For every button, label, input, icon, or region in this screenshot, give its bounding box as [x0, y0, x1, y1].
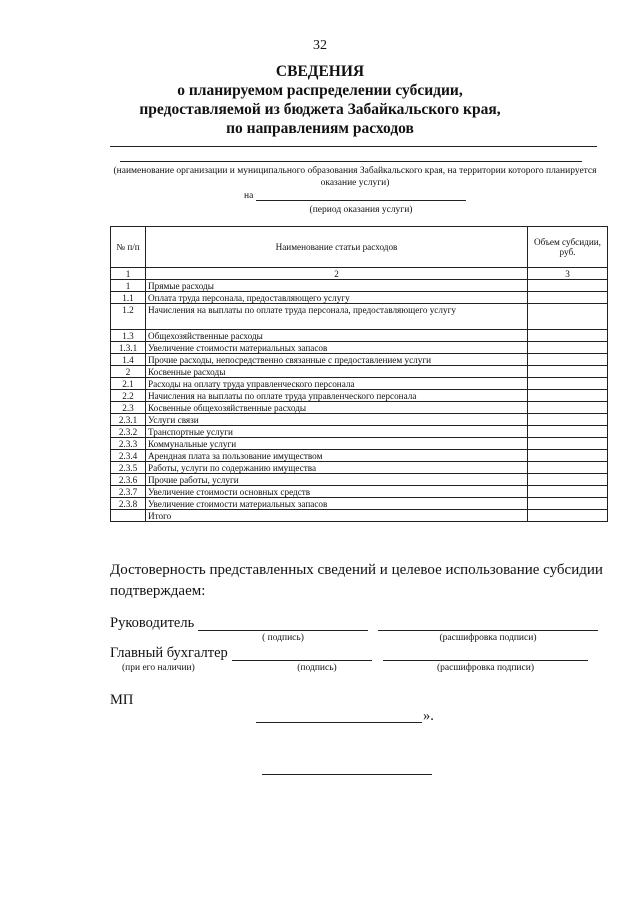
- accountant-decode-caption: (расшифровка подписи): [437, 663, 534, 673]
- document-subtitle-line-1: о планируемом распределении субсидии,: [177, 82, 463, 99]
- row-number-cell: 2: [111, 366, 146, 378]
- row-amount-cell[interactable]: [528, 354, 608, 366]
- row-amount-cell[interactable]: [528, 342, 608, 354]
- period-prefix: на: [244, 191, 254, 201]
- row-expense-name-cell: Прочие расходы, непосредственно связанные с предоставлением услуги: [146, 354, 528, 366]
- row-expense-name-cell: Увеличение стоимости материальных запасов: [146, 342, 528, 354]
- row-expense-name-cell: Прочие работы, услуги: [146, 474, 528, 486]
- row-amount-cell[interactable]: [528, 474, 608, 486]
- row-expense-name-cell: Прямые расходы: [146, 280, 528, 292]
- row-amount-cell[interactable]: [528, 414, 608, 426]
- table-row: [111, 280, 608, 292]
- row-number-cell: 1.1: [111, 292, 146, 304]
- column-number-2: 2: [146, 268, 528, 280]
- row-expense-name-cell: Косвенные общехозяйственные расходы: [146, 402, 528, 414]
- row-amount-cell[interactable]: [528, 292, 608, 304]
- header-subsidy-amount: Объем субсидии, руб.: [528, 227, 608, 268]
- date-suffix: ».: [423, 708, 434, 724]
- table-row: [111, 426, 608, 438]
- column-number-1: 1: [111, 268, 146, 280]
- expense-table: [110, 226, 608, 522]
- table-row: [111, 474, 608, 486]
- head-signature-caption: ( подпись): [262, 633, 304, 643]
- row-expense-name-cell: Увеличение стоимости материальных запасов: [146, 498, 528, 510]
- table-row: [111, 438, 608, 450]
- row-expense-name-cell: Арендная плата за пользование имуществом: [146, 450, 528, 462]
- table-row: [111, 378, 608, 390]
- row-number-cell: 1.3: [111, 330, 146, 342]
- row-number-cell: 2.3.6: [111, 474, 146, 486]
- row-number-cell: 1.3.1: [111, 342, 146, 354]
- org-name-blank-line-2: [120, 161, 582, 162]
- row-number-cell: 2.3.3: [111, 438, 146, 450]
- head-decode-line: [378, 630, 598, 631]
- table-row: [111, 304, 608, 330]
- header-number: № п/п: [111, 227, 146, 268]
- accountant-label: Главный бухгалтер: [110, 645, 228, 661]
- table-header-row: [111, 227, 608, 268]
- org-name-caption: (наименование организации и муниципального образования Забайкальского края, на территории которого планируется оказание услуги): [113, 166, 597, 188]
- page-number: 32: [313, 38, 327, 53]
- row-expense-name-cell: Начисления на выплаты по оплате труда персонала, предоставляющего услугу: [146, 304, 528, 330]
- row-expense-name-cell: Коммунальные услуги: [146, 438, 528, 450]
- document-title: СВЕДЕНИЯ: [275, 63, 365, 80]
- row-expense-name-cell: Итого: [146, 510, 528, 522]
- row-number-cell: 1.4: [111, 354, 146, 366]
- row-amount-cell[interactable]: [528, 498, 608, 510]
- table-row: [111, 390, 608, 402]
- row-amount-cell[interactable]: [528, 462, 608, 474]
- column-number-row: [111, 268, 608, 280]
- head-signature-line: [198, 630, 368, 631]
- table-row: [111, 354, 608, 366]
- row-amount-cell[interactable]: [528, 304, 608, 330]
- row-expense-name-cell: Общехозяйственные расходы: [146, 330, 528, 342]
- document-subtitle-line-2: предоставляемой из бюджета Забайкальского края,: [139, 101, 501, 118]
- table-row: [111, 450, 608, 462]
- row-number-cell: 2.2: [111, 390, 146, 402]
- row-expense-name-cell: Начисления на выплаты по оплате труда управленческого персонала: [146, 390, 528, 402]
- table-row: [111, 510, 608, 522]
- row-amount-cell[interactable]: [528, 510, 608, 522]
- row-number-cell: 2.3.5: [111, 462, 146, 474]
- stamp-placeholder: МП: [110, 692, 134, 708]
- row-number-cell: 2.3: [111, 402, 146, 414]
- table-row: [111, 402, 608, 414]
- confirmation-statement: Достоверность представленных сведений и целевое использование субсидии подтверждаем:: [110, 562, 603, 599]
- row-number-cell: 1.2: [111, 304, 146, 330]
- column-number-3: 3: [528, 268, 608, 280]
- row-number-cell: 2.1: [111, 378, 146, 390]
- row-number-cell: 1: [111, 280, 146, 292]
- row-expense-name-cell: Увеличение стоимости основных средств: [146, 486, 528, 498]
- bottom-blank-line: [262, 774, 432, 775]
- row-amount-cell[interactable]: [528, 438, 608, 450]
- row-number-cell: 2.3.7: [111, 486, 146, 498]
- date-blank-line: [256, 722, 422, 723]
- row-amount-cell[interactable]: [528, 450, 608, 462]
- accountant-signature-caption: (подпись): [297, 663, 337, 673]
- row-expense-name-cell: Расходы на оплату труда управленческого персонала: [146, 378, 528, 390]
- document-subtitle-line-3: по направлениям расходов: [226, 120, 414, 137]
- row-amount-cell[interactable]: [528, 390, 608, 402]
- accountant-note: (при его наличии): [122, 663, 195, 673]
- table-row: [111, 414, 608, 426]
- row-number-cell: 2.3.8: [111, 498, 146, 510]
- row-number-cell: 2.3.4: [111, 450, 146, 462]
- row-expense-name-cell: Косвенные расходы: [146, 366, 528, 378]
- org-name-blank-line-1: [110, 146, 597, 147]
- table-row: [111, 462, 608, 474]
- head-decode-caption: (расшифровка подписи): [439, 633, 537, 643]
- row-number-cell: [111, 510, 146, 522]
- table-row: [111, 342, 608, 354]
- period-blank-line: [256, 200, 466, 201]
- table-row: [111, 486, 608, 498]
- row-expense-name-cell: Работы, услуги по содержанию имущества: [146, 462, 528, 474]
- row-amount-cell[interactable]: [528, 366, 608, 378]
- row-expense-name-cell: Оплата труда персонала, предоставляющего услугу: [146, 292, 528, 304]
- head-label: Руководитель: [110, 615, 195, 631]
- row-expense-name-cell: Услуги связи: [146, 414, 528, 426]
- accountant-signature-line: [232, 660, 372, 661]
- table-row: [111, 366, 608, 378]
- header-expense-name: Наименование статьи расходов: [146, 227, 528, 268]
- row-amount-cell[interactable]: [528, 280, 608, 292]
- row-number-cell: 2.3.1: [111, 414, 146, 426]
- row-number-cell: 2.3.2: [111, 426, 146, 438]
- row-amount-cell[interactable]: [528, 330, 608, 342]
- row-amount-cell[interactable]: [528, 378, 608, 390]
- accountant-decode-line: [383, 660, 588, 661]
- table-row: [111, 498, 608, 510]
- row-expense-name-cell: Транспортные услуги: [146, 426, 528, 438]
- row-amount-cell[interactable]: [528, 402, 608, 414]
- period-caption: (период оказания услуги): [309, 205, 413, 215]
- row-amount-cell[interactable]: [528, 486, 608, 498]
- row-amount-cell[interactable]: [528, 426, 608, 438]
- table-row: [111, 330, 608, 342]
- table-row: [111, 292, 608, 304]
